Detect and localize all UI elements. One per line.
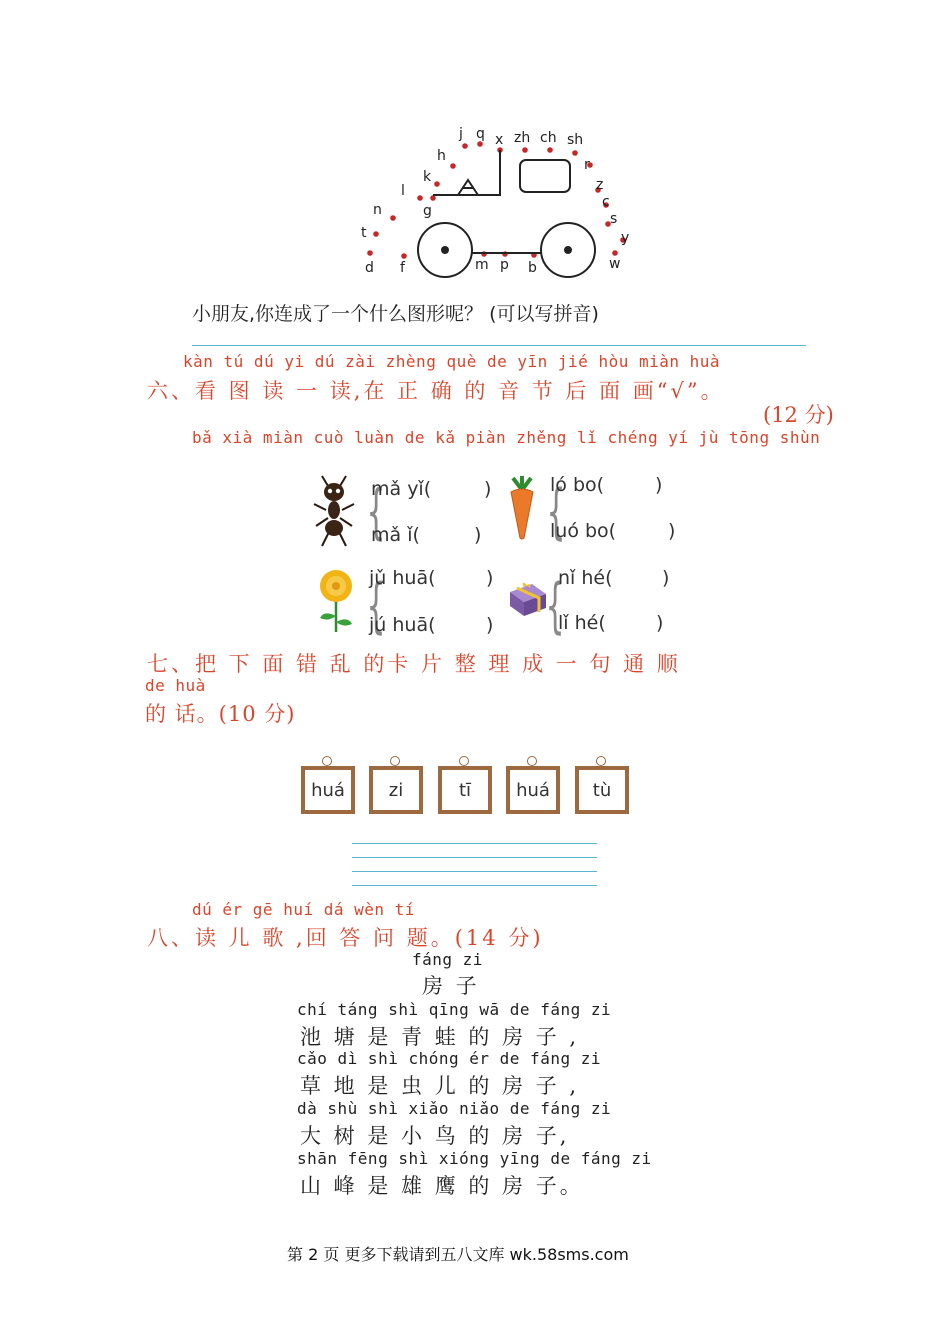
poem-line-2-pinyin: cǎo dì shì chóng ér de fáng zi	[297, 1049, 601, 1068]
letter-q: q	[476, 126, 485, 142]
letter-x: x	[495, 132, 504, 148]
section6-title: 六、看 图 读 一 读,在 正 确 的 音 节 后 面 画“√”。	[147, 379, 725, 403]
word-card-2[interactable]: zi	[369, 766, 423, 814]
word-card-4[interactable]: huá	[506, 766, 560, 814]
letter-r: r	[584, 157, 590, 173]
option-ant-a: mǎ yǐ(	[371, 478, 432, 500]
letter-s: s	[610, 211, 618, 227]
letter-f: f	[400, 260, 405, 276]
letter-m: m	[475, 257, 489, 273]
option-flower-b: jú huā(	[369, 614, 436, 636]
poem-line-1: 池 塘 是 青 蛙 的 房 子 ,	[300, 1025, 580, 1049]
letter-n: n	[373, 202, 382, 218]
answer-line[interactable]	[192, 345, 806, 346]
section8-pinyin: dú ér gē huí dá wèn tí	[192, 900, 415, 919]
section8-title: 八、读 儿 歌 ,回 答 问 题。(14 分)	[147, 926, 544, 950]
option-carrot-b-close[interactable]: )	[668, 520, 676, 542]
letter-sh: sh	[567, 132, 584, 148]
letter-p: p	[500, 257, 509, 273]
letter-k: k	[423, 169, 432, 185]
poem-line-4-pinyin: shān fēng shì xióng yīng de fáng zi	[297, 1149, 652, 1168]
poem-line-1-pinyin: chí táng shì qīng wā de fáng zi	[297, 1000, 612, 1019]
option-box-b: lǐ hé(	[558, 612, 606, 634]
word-card-5[interactable]: tù	[575, 766, 629, 814]
letter-z: z	[596, 177, 604, 193]
option-carrot-a-close[interactable]: )	[655, 474, 663, 496]
page-footer: 第 2 页 更多下载请到五八文库 wk.58sms.com	[287, 1245, 629, 1264]
option-ant-b-close[interactable]: )	[474, 524, 482, 546]
option-flower-a: jǔ huā(	[369, 567, 436, 589]
letter-w: w	[609, 256, 621, 272]
letter-g: g	[423, 203, 432, 219]
section7-pinyin: de huà	[145, 676, 206, 695]
section6-pinyin: kàn tú dú yi dú zài zhèng què de yīn jié hòu miàn huà	[183, 352, 721, 371]
puzzle-question: 小朋友,你连成了一个什么图形呢？ (可以写拼音)	[192, 303, 599, 325]
option-box-a-close[interactable]: )	[662, 567, 670, 589]
chrysanthemum-picture	[312, 568, 360, 634]
gift-box-picture	[506, 578, 548, 618]
word-card-3[interactable]: tī	[438, 766, 492, 814]
dot-to-dot-car-puzzle	[340, 120, 660, 280]
letter-j: j	[459, 126, 463, 142]
poem-line-3-pinyin: dà shù shì xiǎo niǎo de fáng zi	[297, 1099, 612, 1118]
option-carrot-a: ló bo(	[550, 474, 605, 496]
carrot-picture	[505, 476, 539, 540]
poem-title: 房 子	[422, 974, 480, 998]
ant-picture	[308, 474, 360, 548]
letter-t: t	[361, 225, 367, 241]
poem-title-pinyin: fáng zi	[412, 950, 483, 969]
letter-y: y	[621, 230, 630, 246]
letter-l: l	[401, 183, 405, 199]
letter-d: d	[365, 260, 374, 276]
section6-score: (12 分)	[763, 403, 834, 427]
option-flower-b-close[interactable]: )	[486, 614, 494, 636]
poem-line-3: 大 树 是 小 鸟 的 房 子,	[300, 1124, 570, 1148]
letter-b: b	[528, 260, 537, 276]
section7-title-cont: 的 话。(10 分)	[145, 702, 296, 726]
letter-ch: ch	[540, 130, 557, 146]
section7-pinyin-line: bǎ xià miàn cuò luàn de kǎ piàn zhěng lǐ chéng yí jù tōng shùn	[192, 428, 821, 447]
poem-line-4: 山 峰 是 雄 鹰 的 房 子。	[300, 1174, 584, 1198]
option-flower-a-close[interactable]: )	[486, 567, 494, 589]
letter-c: c	[602, 194, 610, 210]
option-box-a: nǐ hé(	[558, 567, 613, 589]
option-carrot-b: luó bo(	[550, 520, 617, 542]
option-ant-b: mǎ ǐ(	[371, 524, 420, 546]
poem-line-2: 草 地 是 虫 儿 的 房 子 ,	[300, 1074, 580, 1098]
option-box-b-close[interactable]: )	[656, 612, 664, 634]
letter-zh: zh	[514, 130, 531, 146]
letter-h: h	[437, 148, 446, 164]
word-card-1[interactable]: huá	[301, 766, 355, 814]
section7-title: 七、把 下 面 错 乱 的卡 片 整 理 成 一 句 通 顺	[147, 652, 681, 676]
option-ant-a-close[interactable]: )	[484, 478, 492, 500]
